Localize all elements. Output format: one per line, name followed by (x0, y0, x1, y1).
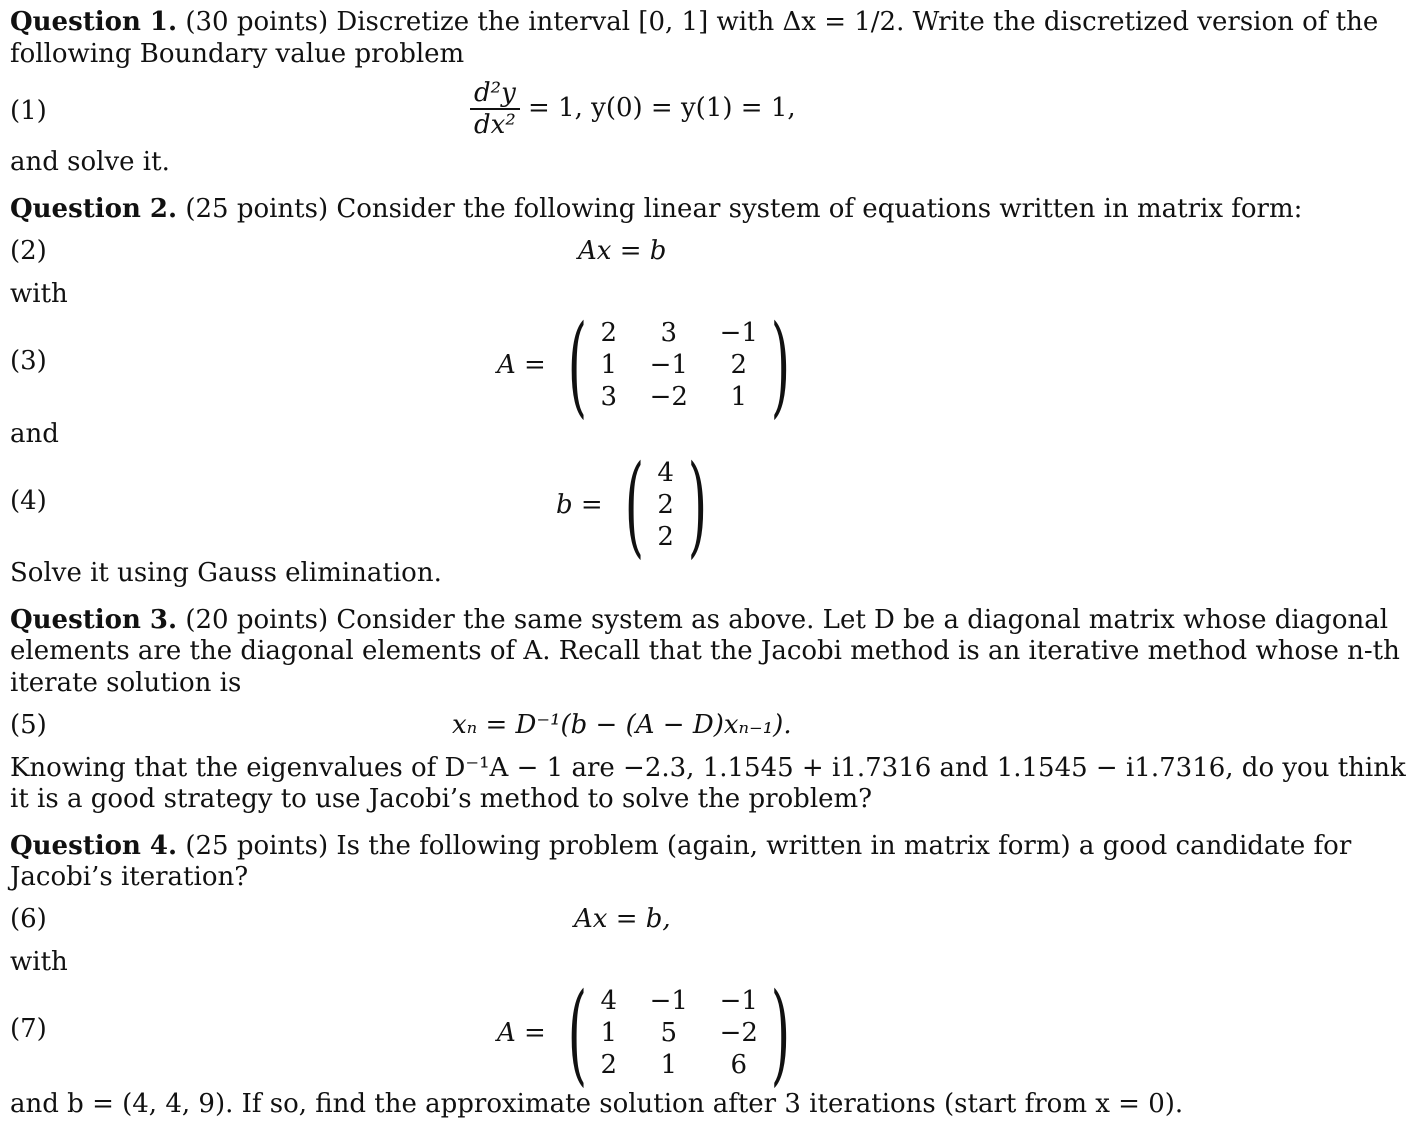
matrix-cell: 2 (600, 318, 618, 348)
matrix-cell: 6 (730, 1050, 748, 1080)
matrix-a-q4 (497, 969, 802, 1097)
left-paren: ( (567, 969, 587, 1097)
q3-line4: Knowing that the eigenvalues of D⁻¹A − 1 are −2.3, 1.1545 + i1.7316 and 1.1545 − i1.7316, do you think (10, 753, 1406, 783)
q1-after: and solve it. (10, 147, 170, 177)
q4-title: Question 4. (10, 831, 178, 861)
eq3-number: (3) (10, 346, 47, 376)
q2-line1 (10, 193, 1302, 225)
matrix-a-q4-label: A = (497, 1018, 546, 1048)
eq5-number: (5) (10, 710, 47, 740)
eq1-denominator: dx² (474, 110, 516, 140)
q4-with: with (10, 947, 68, 977)
matrix-cell: −1 (719, 318, 758, 348)
eq6-number: (6) (10, 904, 47, 934)
matrix-cell: −1 (719, 986, 758, 1016)
vector-cell: 2 (657, 490, 674, 520)
matrix-cell: −1 (649, 986, 688, 1016)
right-paren: ) (770, 969, 790, 1097)
q1-line1 (10, 6, 1378, 38)
q4-after: and b = (4, 4, 9). If so, find the approximate solution after 3 iterations (start from x = 0). (10, 1089, 1184, 1119)
vector-b-label: b = (556, 490, 603, 520)
q3-line5: it is a good strategy to use Jacobi’s method to solve the problem? (10, 784, 873, 814)
eq1-rest: = 1, y(0) = y(1) = 1, (528, 93, 796, 123)
vector-cell: 2 (657, 522, 674, 552)
q4-text-1: (25 points) Is the following problem (again, written in matrix form) a good candidate for (185, 831, 1352, 861)
q3-line3: iterate solution is (10, 668, 242, 698)
q4-line1 (10, 830, 1351, 862)
matrix-a-q2-grid (599, 318, 759, 412)
matrix-a-q4-grid (599, 986, 759, 1080)
left-paren: ( (624, 441, 644, 569)
vector-b (556, 441, 719, 569)
matrix-cell: −1 (649, 350, 688, 380)
matrix-cell: 1 (730, 382, 748, 412)
q2-with: with (10, 279, 68, 309)
eq1-numerator: d²y (470, 78, 520, 110)
q1-title: Question 1. (10, 7, 178, 37)
vector-cell: 4 (657, 458, 674, 488)
eq1-number: (1) (10, 96, 47, 126)
eq1 (470, 78, 796, 140)
left-paren: ( (567, 301, 587, 429)
matrix-cell: 1 (600, 350, 618, 380)
matrix-cell: 1 (600, 1018, 618, 1048)
q2-after: Solve it using Gauss elimination. (10, 558, 442, 588)
right-paren: ) (770, 301, 790, 429)
q2-and: and (10, 419, 59, 449)
vector-b-grid (656, 458, 676, 552)
matrix-cell: 2 (730, 350, 748, 380)
q1-text-1: (30 points) Discretize the interval [0, 1] with Δx = 1/2. Write the discretized version of the (185, 7, 1379, 37)
matrix-cell: −2 (719, 1018, 758, 1048)
q3-title: Question 3. (10, 605, 178, 635)
q2-text-1: (25 points) Consider the following linear system of equations written in matrix form: (185, 194, 1303, 224)
right-paren: ) (687, 441, 707, 569)
q4-line2: Jacobi’s iteration? (10, 862, 249, 892)
matrix-cell: 5 (660, 1018, 678, 1048)
matrix-cell: 3 (600, 382, 618, 412)
eq6: Ax = b, (574, 904, 671, 934)
q2-title: Question 2. (10, 194, 178, 224)
matrix-cell: 3 (660, 318, 678, 348)
matrix-cell: 1 (660, 1050, 678, 1080)
q3-text-1: (20 points) Consider the same system as above. Let D be a diagonal matrix whose diagonal (185, 605, 1389, 635)
eq2-number: (2) (10, 236, 47, 266)
eq4-number: (4) (10, 486, 47, 516)
eq2: Ax = b (578, 236, 667, 266)
q1-line2: following Boundary value problem (10, 39, 465, 69)
q3-line2: elements are the diagonal elements of A. Recall that the Jacobi method is an iterative method whose n-th (10, 636, 1400, 666)
matrix-a-q2 (497, 301, 802, 429)
eq7-number: (7) (10, 1014, 47, 1044)
matrix-a-q2-label: A = (497, 350, 546, 380)
matrix-cell: −2 (649, 382, 688, 412)
q3-line1 (10, 604, 1388, 636)
eq1-fraction (470, 78, 520, 140)
eq5: xₙ = D⁻¹(b − (A − D)xₙ₋₁). (452, 710, 792, 740)
matrix-cell: 4 (600, 986, 618, 1016)
matrix-cell: 2 (600, 1050, 618, 1080)
